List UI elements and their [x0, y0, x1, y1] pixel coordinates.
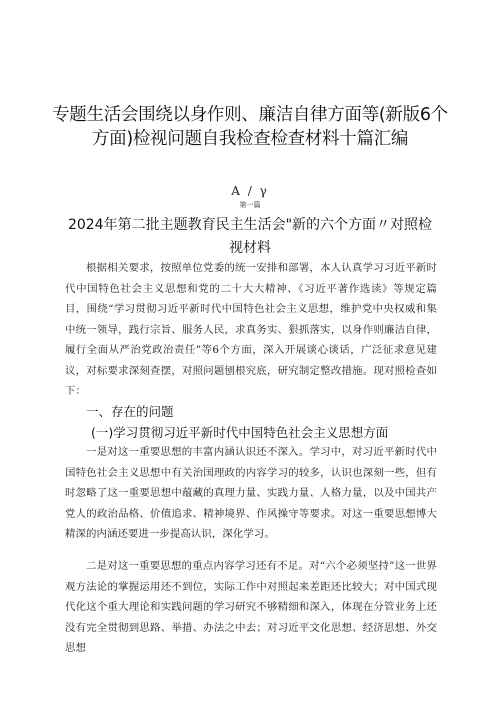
article-title-line-2: 视材料 — [229, 240, 271, 256]
section-heading-problems: 一、存在的问题 — [86, 404, 174, 419]
toc-mark: A / γ — [231, 184, 269, 198]
intro-paragraph: 根据相关要求，按照单位党委的统一安排和部署，本人认真学习习近平新时代中国特色社会主义思想和党的二十大大精神、《习近平著作选读》等规定篇目，围绕“学习贯彻习近平新时代中国特色社会主义思想，维护党中央权威和集中统一领导，践行宗旨、服务人民，求真务实、狠抓落实，以身作则廉洁自律，履行全面从严治党政治责任”等6个方面，深入开展谈心谈话，广泛征求意见建议，对标要求深刻查摆，对照问题刨根究底，研究制定整改措施。现对照检查如下： — [65, 262, 437, 397]
article-title-line-1: 2024年第二批主题教育民主生活会"新的六个方面〃对照检 — [67, 217, 433, 233]
document-title-line-2: 方面)检视问题自我检查检查材料十篇汇编 — [91, 129, 409, 149]
body-paragraph-2: 二是对这一重要思想的重点内容学习还有不足。对“六个必须坚持”这一世界观方法论的掌握运用还不到位，实际工作中对照起来差距还比较大；对中国式现代化这个重大理论和实践问题的学习研究不够精细和深入，体现在分管业务上还没有完全贯彻到思路、举措、办法之中去；对习近平文化思想、经济思想、外交思想 — [65, 560, 437, 654]
section-label: 第一篇 — [239, 201, 261, 209]
document-title-line-1: 专题生活会围绕以身作则、廉洁自律方面等(新版6个 — [52, 105, 448, 125]
subsection-heading-study: (一)学习贯彻习近平新时代中国特色社会主义思想方面 — [91, 425, 389, 440]
body-paragraph-1: 一是对这一重要思想的丰富内涵认识还不深入。学习中，对习近平新时代中国特色社会主义思想中有关治国理政的内容学习的较多，认识也深刻一些，但有时忽略了这一重要思想中蕴藏的真理力量、实践力量、人格力量，以及中国共产党人的政治品格、价值追求、精神境界、作风操守等要求。对这一重要思想博大精深的内涵还要进一步提高认识，深化学习。 — [65, 446, 437, 540]
